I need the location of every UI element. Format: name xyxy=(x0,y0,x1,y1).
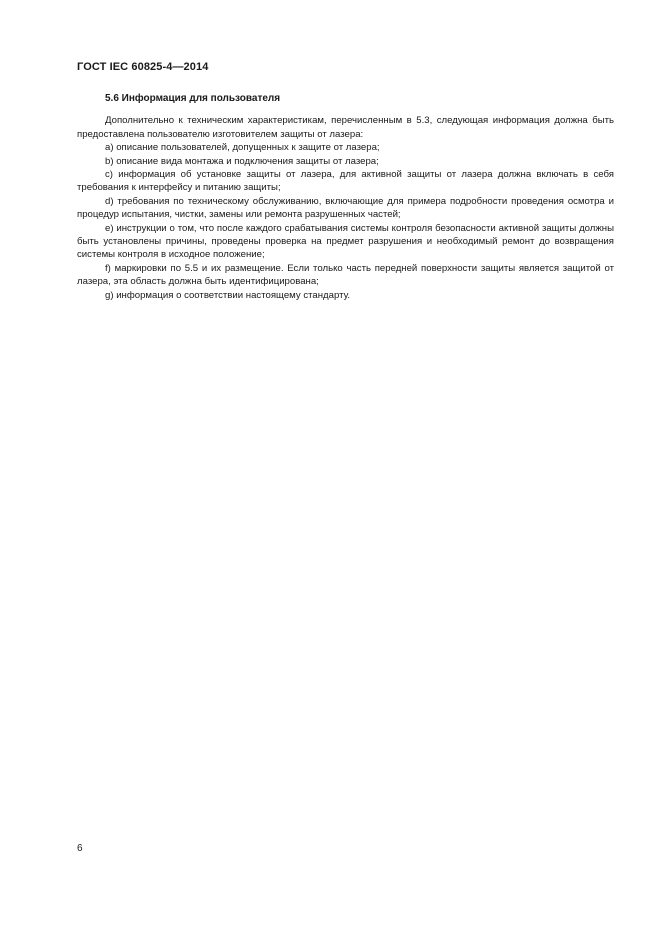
list-item-a: a) описание пользователей, допущенных к защите от лазера; xyxy=(105,142,380,154)
list-item-d: d) требования по техническому обслуживанию, включающие для примера подробности проведения осмотра и процедур испытания, чистки, замены или ремонта разрушенных частей; xyxy=(77,195,614,221)
list-item-e: e) инструкции о том, что после каждого срабатывания системы контроля безопасности активной защиты должны быть установлены причины, проведены проверка на предмет разрушения и необходимый ремонт до возвращения системы контроля в исходное положение; xyxy=(77,222,614,261)
list-item-c: c) информация об установке защиты от лазера, для активной защиты от лазера должна включать в себя требования к интерфейсу и питанию защиты; xyxy=(77,169,614,194)
section-5-6 xyxy=(77,92,614,302)
paragraph-intro: Дополнительно к техническим характеристикам, перечисленным в 5.3, следующая информация должна быть предоставлена пользователю изготовителем защиты от лазера: xyxy=(77,115,614,140)
list-item-b: b) описание вида монтажа и подключения защиты от лазера; xyxy=(105,155,379,167)
document-header: ГОСТ IEC 60825-4—2014 xyxy=(77,61,209,73)
page-number: 6 xyxy=(77,843,83,854)
section-heading: 5.6 Информация для пользователя xyxy=(105,93,281,104)
list-item-f: f) маркировки по 5.5 и их размещение. Если только часть передней поверхности защиты является защитой от лазера, эта область должна быть идентифицирована; xyxy=(77,262,614,288)
list-item-g: g) информация о соответствии настоящему стандарту. xyxy=(105,289,351,301)
